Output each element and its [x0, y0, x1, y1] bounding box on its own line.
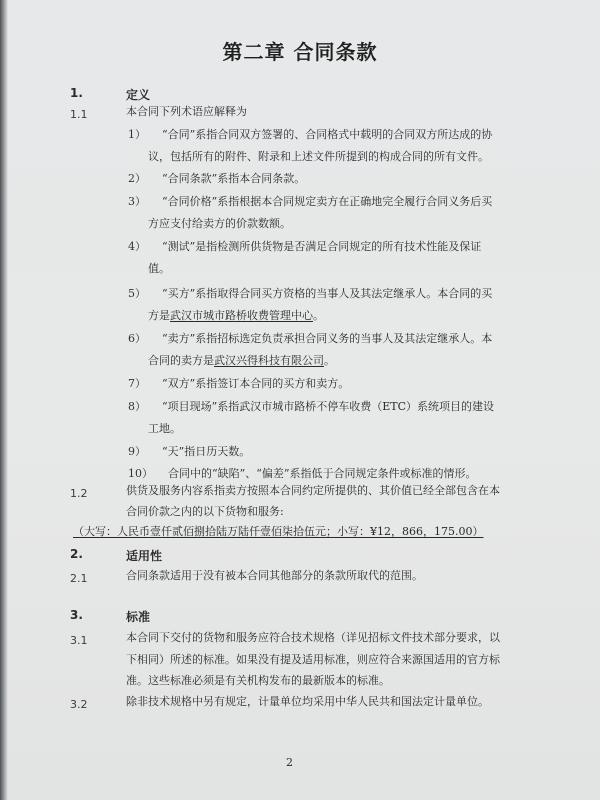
section-3-1-line-2: 下相同）所述的标准。如果没有提及适用标准，则应符合来源国适用的官方标: [126, 653, 500, 666]
item-6-number: 6）: [128, 332, 146, 345]
section-1-2-line-1: 供货及服务内容系指卖方按照本合同约定所提供的、其价值已经全部包含在本: [126, 484, 500, 497]
item-1-line-2: 议，包括所有的附件、附录和上述文件所提到的构成合同的所有文件。: [148, 150, 489, 163]
section-1-2-line-2: 合同价款之内的以下货物和服务:: [126, 505, 284, 518]
item-7-line-1: “双方”系指签订本合同的买方和卖方。: [162, 377, 350, 390]
section-1-2-number: 1.2: [70, 487, 88, 500]
section-2-number: 2.: [70, 547, 83, 561]
item-7-number: 7）: [128, 377, 146, 390]
section-1-title: 定义: [126, 88, 151, 102]
seller-prefix: 合同的卖方是: [148, 354, 214, 367]
item-4-number: 4）: [128, 240, 146, 253]
section-3-1-number: 3.1: [70, 634, 88, 647]
section-1-number: 1.: [70, 86, 83, 100]
section-3-1-line-1: 本合同下交付的货物和服务应符合技术规格（详见招标文件技术部分要求，以: [126, 631, 500, 644]
section-2-1-number: 2.1: [70, 572, 88, 585]
buyer-name: 武汉市城市路桥收费管理中心: [170, 309, 313, 322]
section-3-2-number: 3.2: [70, 698, 88, 711]
section-3-2-text: 除非技术规格中另有规定，计量单位均采用中华人民共和国法定计量单位。: [126, 695, 489, 708]
page-shadow-edge: [0, 0, 8, 800]
item-8-line-2: 工地。: [148, 422, 181, 435]
item-1-number: 1）: [128, 128, 146, 141]
item-5-number: 5）: [128, 287, 146, 300]
item-1-line-1: “合同”系指合同双方签署的、合同格式中载明的合同双方所达成的协: [162, 128, 493, 141]
section-3-number: 3.: [70, 608, 83, 622]
buyer-suffix: 。: [313, 309, 324, 322]
section-1-1-number: 1.1: [70, 108, 88, 121]
item-2-number: 2）: [128, 172, 146, 185]
item-3-number: 3）: [128, 195, 146, 208]
seller-suffix: 。: [324, 354, 335, 367]
item-5-line-2: [148, 305, 324, 327]
item-4-line-1: “测试”是指检测所供货物是否满足合同规定的所有技术性能及保证: [162, 240, 482, 253]
item-3-line-2: 方应支付给卖方的价款数额。: [148, 217, 291, 230]
item-6-line-2: [148, 350, 335, 372]
item-4-line-2: 值。: [148, 262, 170, 275]
item-10-line-1: 合同中的“缺陷”、“偏差”系指低于合同规定条件或标准的情形。: [168, 467, 477, 480]
item-6-line-1: “卖方”系指招标选定负责承担合同义务的当事人及其法定继承人。本: [162, 332, 493, 345]
section-3-1-line-3: 准。这些标准必须是有关机构发布的最新版本的标准。: [126, 674, 390, 687]
section-1-1-text: 本合同下列术语应解释为: [126, 105, 247, 118]
section-2-title: 适用性: [126, 549, 163, 563]
item-8-number: 8）: [128, 400, 146, 413]
section-3-title: 标准: [126, 610, 151, 624]
section-2-1-text: 合同条款适用于没有被本合同其他部分的条款所取代的范围。: [126, 569, 423, 582]
item-5-line-1: “买方”系指取得合同买方资格的当事人及其法定继承人。本合同的买: [162, 287, 493, 300]
item-8-line-1: “项目现场”系指武汉市城市路桥不停车收费（ETC）系统项目的建设: [162, 400, 495, 413]
item-10-number: 10）: [128, 467, 153, 480]
item-9-number: 9）: [128, 445, 146, 458]
item-2-line-1: “合同条款”系指本合同条款。: [162, 172, 306, 185]
buyer-prefix: 方是: [148, 309, 170, 322]
contract-amount: （大写：人民币壹仟贰佰捌拾陆万陆仟壹佰柒拾伍元；小写：¥12，866，175.00）: [73, 525, 484, 538]
item-9-line-1: “天”指日历天数。: [162, 445, 251, 458]
item-3-line-1: “合同价格”系指根据本合同规定卖方在正确地完全履行合同义务后买: [162, 195, 493, 208]
seller-name: 武汉兴得科技有限公司: [214, 354, 324, 367]
chapter-title: 第二章 合同条款: [222, 40, 378, 64]
page-number: 2: [286, 756, 293, 769]
